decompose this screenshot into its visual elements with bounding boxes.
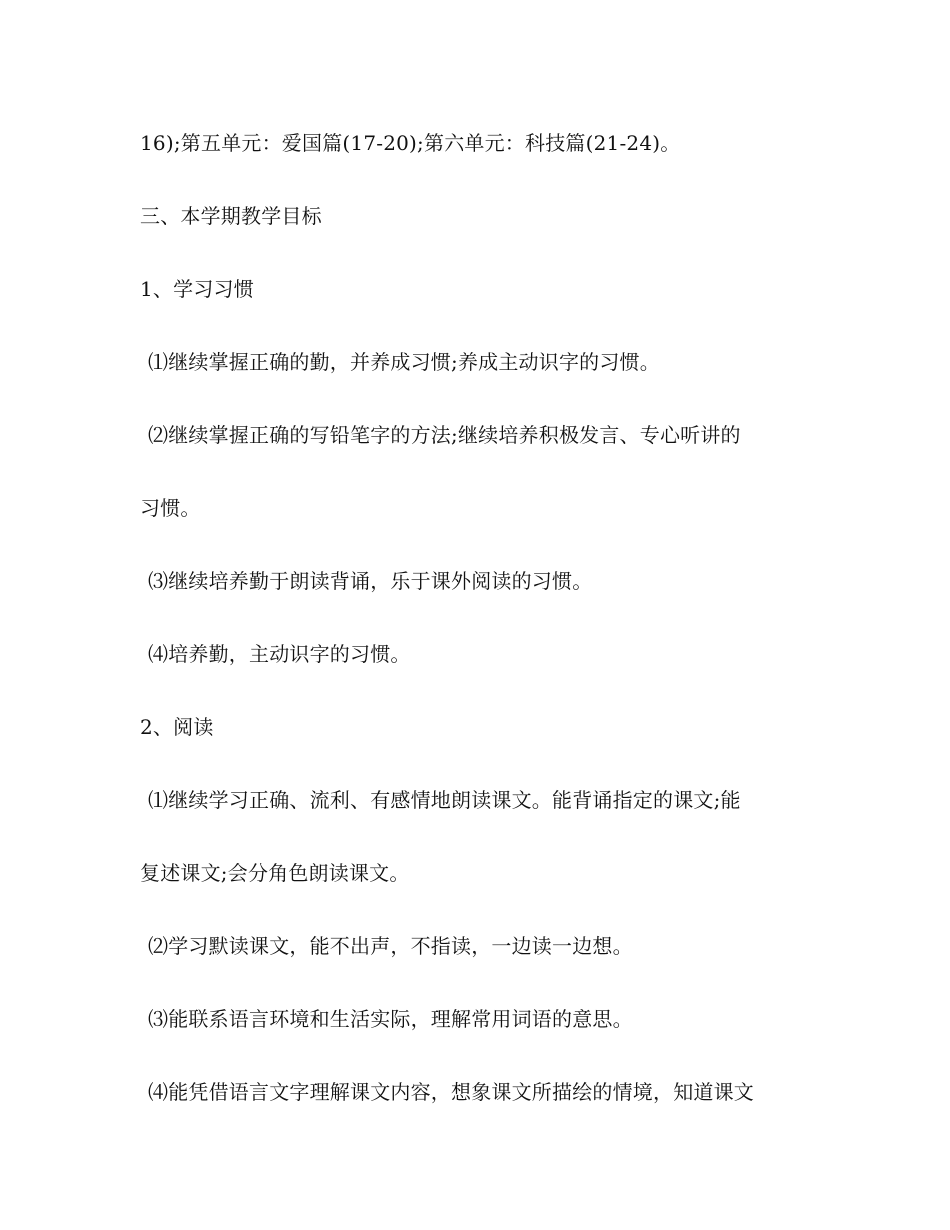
list-item-continuation: 习惯。 (140, 496, 201, 520)
list-item: ⑵继续掌握正确的写铅笔字的方法;继续培养积极发言、专心听讲的 (148, 423, 741, 447)
paragraph-line: 16);第五单元：爱国篇(17-20);第六单元：科技篇(21-24)。 (140, 131, 681, 155)
subsection-heading: 1、学习习惯 (140, 277, 254, 301)
list-item: ⑷培养勤，主动识字的习惯。 (148, 642, 411, 666)
subsection-heading: 2、阅读 (140, 715, 214, 739)
list-item: ⑴继续掌握正确的勤，并养成习惯;养成主动识字的习惯。 (148, 350, 660, 374)
list-item: ⑷能凭借语言文字理解课文内容，想象课文所描绘的情境，知道课文 (148, 1080, 754, 1104)
list-item: ⑶继续培养勤于朗读背诵，乐于课外阅读的习惯。 (148, 569, 593, 593)
section-heading: 三、本学期教学目标 (140, 204, 322, 228)
list-item: ⑶能联系语言环境和生活实际，理解常用词语的意思。 (148, 1007, 633, 1031)
list-item: ⑴继续学习正确、流利、有感情地朗读课文。能背诵指定的课文;能 (148, 788, 741, 812)
list-item-continuation: 复述课文;会分角色朗读课文。 (140, 861, 410, 885)
list-item: ⑵学习默读课文，能不出声，不指读，一边读一边想。 (148, 934, 633, 958)
